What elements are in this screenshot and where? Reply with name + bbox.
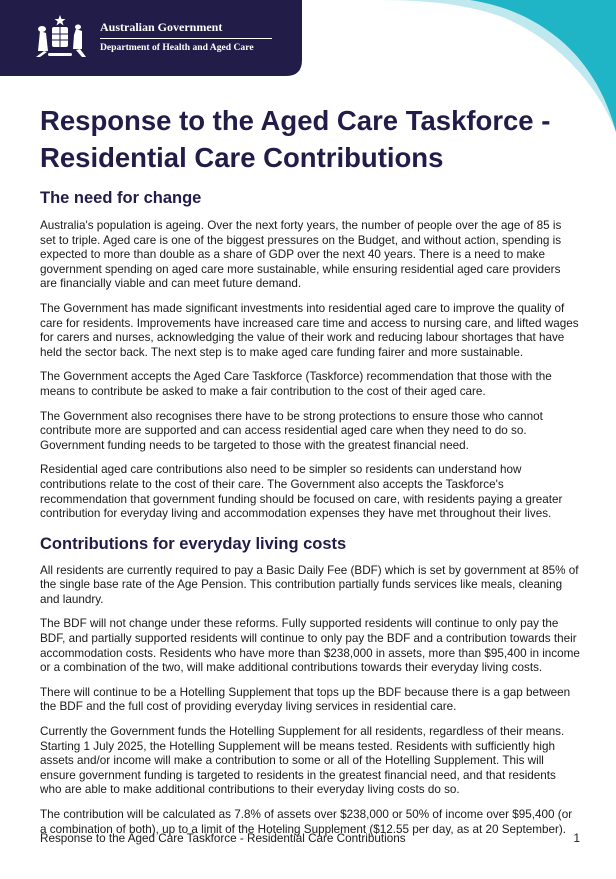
government-name: Australian Government xyxy=(100,20,223,34)
paragraph: Residential aged care contributions also need to be simpler so residents can understand how contributions relate to the cost of their care. The Government also accepts the Taskforce's recommendation that government funding should be focused on care, with residents paying a greater contribution for everyday living and accommodation expenses they have met throughout their lives. xyxy=(40,463,563,521)
paragraph: Australia's population is ageing. Over the next forty years, the number of people over the age of 85 is set to triple. Aged care is one of the biggest pressures on the Budget, and without action, spending is expected to more than double as a share of GDP over the next 40 years. There is a need to make government spending on aged care more sustainable, while ensuring residential aged care providers are financially viable and can meet future demand. xyxy=(40,219,562,291)
paragraph: All residents are currently required to pay a Basic Daily Fee (BDF) which is set by government at 85% of the single base rate of the Age Pension. This contribution partially funds services like meals, cleaning and laundry. xyxy=(40,563,579,606)
document-body xyxy=(40,186,580,847)
section-heading-need-for-change: The need for change xyxy=(40,189,202,207)
paragraph: The contribution will be calculated as 7.8% of assets over $238,000 or 50% of income over $95,400 (or a combination of both), up to a limit of the Hoteling Supplement ($12.55 per day, as at 20 September). xyxy=(40,808,573,836)
paragraph: The Government also recognises there have to be strong protections to ensure those who cannot contribute more are supported and can access residential aged care when they need to do so. Government funding needs to be targeted to those with the greatest financial need. xyxy=(40,409,543,452)
footer-title: Response to the Aged Care Taskforce - Residential Care Contributions xyxy=(40,832,406,845)
government-logo xyxy=(30,12,272,62)
coat-of-arms-icon xyxy=(30,13,90,61)
paragraph: Currently the Government funds the Hotelling Supplement for all residents, regardless of their means. Starting 1 July 2025, the Hotelling Supplement will be means tested. Residents with sufficiently high assets and/or income will make a contribution to some or all of the Hotelling Supplement. This will ensure government funding is targeted to residents in the greatest financial need, and that residents who are able to make additional contributions to their everyday living costs do so. xyxy=(40,725,565,797)
paragraph: The Government has made significant investments into residential aged care to improve the quality of care for residents. Improvements have increased care time and access to nursing care, and lifted wages for carers and nurses, acknowledging the value of their work and reducing labour shortages that have held the sector back. The next step is to make aged care funding fairer and more sustainable. xyxy=(40,301,579,359)
paragraph: The BDF will not change under these reforms. Fully supported residents will continue to only pay the BDF, and partially supported residents will continue to only pay the BDF and a contribution towards their accommodation costs. Residents who have more than $238,000 in assets, more than $95,400 in income or a combination of the two, will make additional contributions towards their everyday living costs. xyxy=(40,617,580,675)
page-title: Response to the Aged Care Taskforce - Residential Care Contributions xyxy=(40,105,551,173)
page-footer xyxy=(40,832,580,846)
section-heading-everyday-living-costs: Contributions for everyday living costs xyxy=(40,534,347,553)
paragraph: There will continue to be a Hotelling Supplement that tops up the BDF because there is a gap between the BDF and the full cost of providing everyday living services in residential care. xyxy=(40,685,571,714)
page-number: 1 xyxy=(573,832,580,845)
department-name: Department of Health and Aged Care xyxy=(100,42,254,53)
paragraph: The Government accepts the Aged Care Taskforce (Taskforce) recommendation that those with the means to contribute be asked to make a fair contribution to the cost of their aged care. xyxy=(40,370,552,398)
logo-divider xyxy=(100,38,272,39)
